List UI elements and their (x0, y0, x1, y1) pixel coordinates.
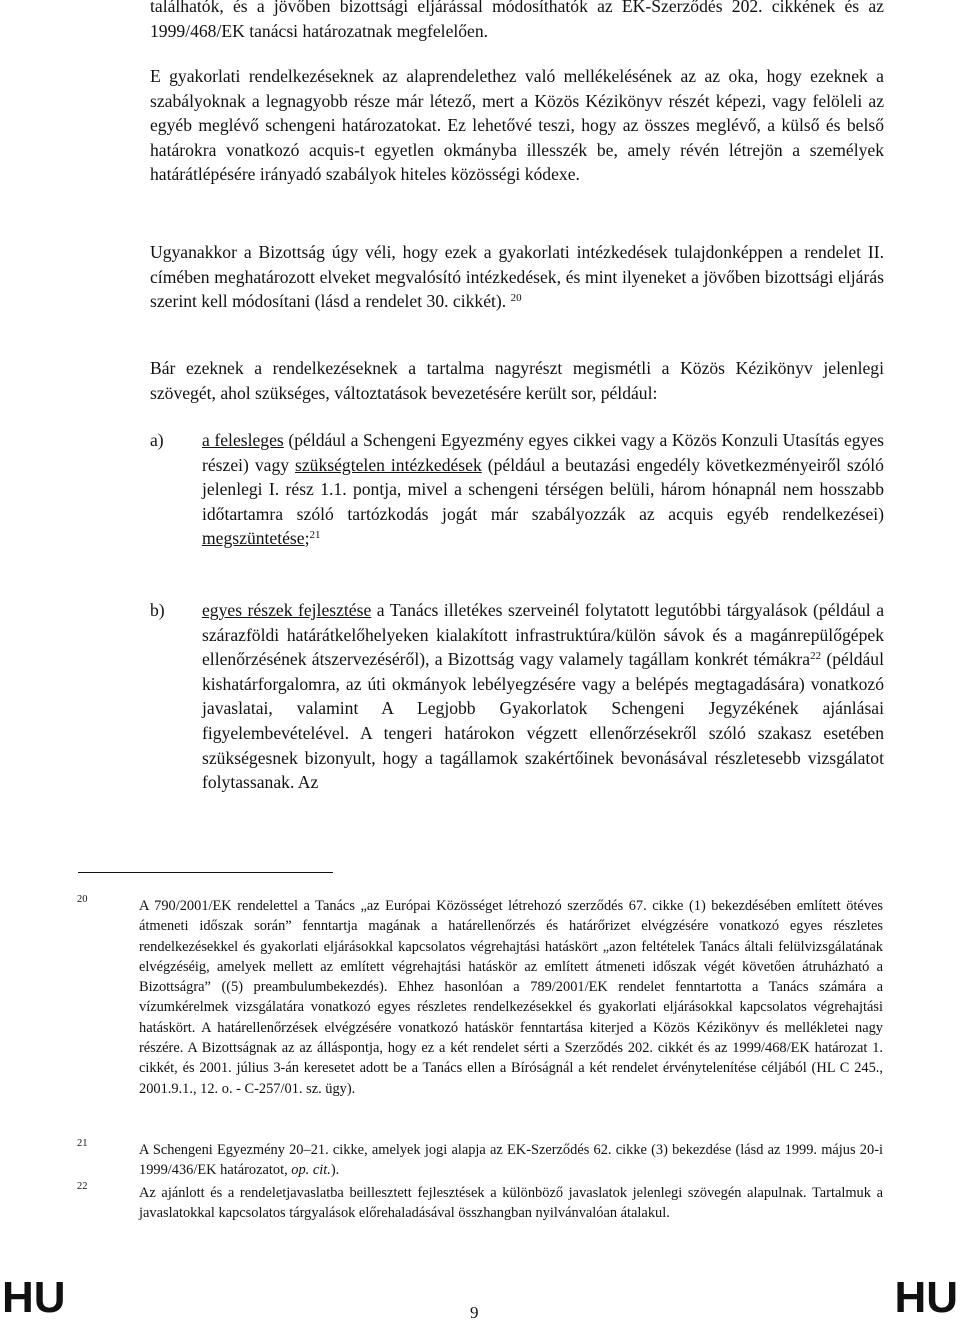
paragraph-continuation: találhatók, és a jövőben bizottsági eljárással módosíthatók az EK-Szerződés 202. cikkének és az 1999/468/EK tanácsi határozatnak megfelelően. (150, 0, 884, 41)
paragraph-commission-view (150, 240, 884, 314)
page-number: 9 (470, 1303, 479, 1322)
list-item-b-text (202, 598, 884, 795)
footnote-ref-21[interactable]: 21 (309, 529, 321, 542)
footnote-22 (77, 1183, 883, 1224)
underlined-term: egyes részek fejlesztése (202, 600, 372, 620)
footnote-text-italic: op. cit. (291, 1162, 331, 1179)
footnote-text: Az ajánlott és a rendeletjavaslatba beillesztett fejlesztések a különböző javaslatok jelenlegi szövegén alapulnak. Tartalmuk a javaslatokkal kapcsolatos tárgyalások előrehaladásával összhangban nyilvánvalóan átalakul. (139, 1185, 883, 1222)
footnote-text-part: A Schengeni Egyezmény 20–21. cikke, amelyek jogi alapja az EK-Szerződés 62. cikke (3) bekezdése (lásd az 1999. május 20-i 1999/436/EK határozatot, (139, 1142, 883, 1179)
footnote-20 (77, 896, 883, 1099)
paragraph-annex-reason: E gyakorlati rendelkezéseknek az alaprendelethez való mellékelésének az az oka, hogy ezeknek a szabályoknak a legnagyobb része már létező, mert a Közös Kézikönyv részét képezi, vagy felöleli az egyéb meglévő schengeni határozatokat. Ez lehetővé teszi, hogy az összes meglévő, a külső és belső határokra vonatkozó acquis-t egyetlen okmányba illesszék be, amely révén létrejön a személyek határátlépésére irányadó szabályok hiteles közösségi kódexe. (150, 66, 884, 185)
footnote-21 (77, 1140, 883, 1181)
underlined-term: megszüntetése (202, 528, 305, 549)
list-text: (például a Schengeni Egyezmény egyes cikkei vagy a Közös Konzuli Utasítás egyes részei) vagy (202, 430, 884, 475)
list-item-a (150, 428, 884, 551)
list-marker-b: b) (150, 600, 165, 620)
footnote-number: 20 (77, 894, 88, 905)
footnote-ref-20[interactable]: 20 (510, 292, 522, 305)
footnote-number: 22 (77, 1181, 88, 1192)
footnote-number: 21 (77, 1138, 88, 1149)
language-code-right: HU (894, 1273, 958, 1322)
list-text: a Tanács illetékes szerveinél folytatott legutóbbi tárgyalások (például a szárazföldi határátkelőhelyeken kialakított infrastruktúra/külön sávok és a magánrepülőgépek ellenőrzésének átszervezéséről), a Bizottság vagy valamely tagállam konkrét témákra (202, 600, 884, 670)
list-text: (például a beutazási engedély következményeiről szóló jelenlegi I. rész 1.1. pontja, mivel a schengeni térségen belüli, három hónapnál nem hosszabb időtartamra szóló tartózkodás jogát már szabályozzák az acquis egyéb rendelkezései) (202, 454, 884, 524)
list-text: (például kishatárforgalomra, az úti okmányok lebélyegzésére vagy a belépés megtagadására) vonatkozó javaslatai, valamint A Legjobb Gyakorlatok Schengeni Jegyzékének ajánlásai figyelembevételével. A tengeri határokon végzett ellenőrzésekről szóló szakasz esetében szükségesnek bizonyult, hogy a tagállamok szakértőinek bevonásával részletesebb vizsgálatot folytassanak. Az (202, 649, 884, 793)
footnote-text-part: ). (330, 1162, 340, 1179)
list-item-a-text (202, 428, 884, 551)
underlined-term: a felesleges (202, 430, 284, 450)
list-text: ; (304, 528, 310, 549)
list-marker-a: a) (150, 430, 164, 450)
paragraph-commission-view-text: Ugyanakkor a Bizottság úgy véli, hogy ezek a gyakorlati intézkedések tulajdonképpen a rendelet II. címében meghatározott elveket megvalósító intézkedések, és mint ilyeneket a jövőben bizottsági eljárás szerint kell módosítani (lásd a rendelet 30. cikkét). (150, 242, 884, 312)
language-code-left: HU (2, 1273, 66, 1322)
footnote-text (139, 1140, 883, 1181)
underlined-term: szükségtelen intézkedések (295, 454, 482, 475)
footnote-text: A 790/2001/EK rendelettel a Tanács „az Európai Közösséget létrehozó szerződés 67. cikke (1) bekezdésében említett ötéves átmeneti időszak során” fenntartja magának a határellenőrzés és határőrizet elvégzésére vonatkozó egyes részletes rendelkezésekkel és gyakorlati eljárásokkal kapcsolatos végrehajtási hatáskört „azon feltételek Tanács általi felülvizsgálatának elvégzéséig, amelyek mellett az említett végrehajtási hatáskör az említett átmeneti időszak végét követően átruházható a Bizottságra” ((5) preambulumbekezdés). Ehhez hasonlóan a 789/2001/EK rendelet fenntartotta a Tanács számára a vízumkérelmek vizsgálatára vonatkozó egyes részletes rendelkezésekkel és gyakorlati eljárásokkal kapcsolatos végrehajtási hatáskört. A határellenőrzések elvégzésére vonatkozó hatáskör fenntartása kiterjed a Közös Kézikönyv és mellékletei nagy részére. A Bizottságnak az az álláspontja, hogy ez a két rendelet sérti a Szerződés 202. cikkét és az 1999/468/EK határozat 1. cikkét, és 2001. július 3-án keresetet adott be a Tanács ellen a Bíróságnál a két rendelet érvénytelenítése céljából (HL C 245., 2001.9.1., 12. o. - C-257/01. sz. ügy). (139, 898, 883, 1097)
paragraph-changes-intro: Bár ezeknek a rendelkezéseknek a tartalma nagyrészt megismétli a Közös Kézikönyv jelenlegi szövegét, ahol szükséges, változtatások bevezetésére került sor, például: (150, 358, 884, 403)
list-item-b (150, 598, 884, 795)
footnote-separator (78, 872, 333, 873)
footnote-ref-22[interactable]: 22 (810, 650, 822, 663)
